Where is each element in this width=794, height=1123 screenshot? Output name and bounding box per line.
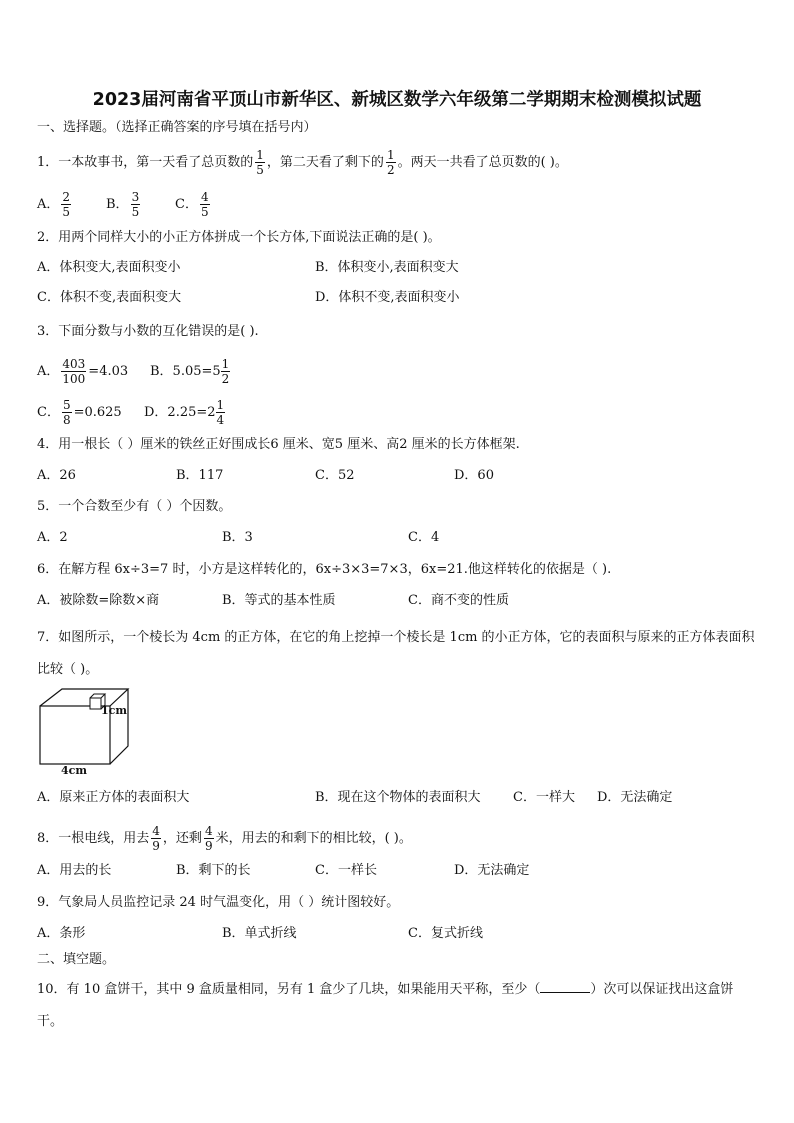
q9-option-a: A．条形 [37, 926, 86, 941]
section-heading-choice: 一、选择题。（选择正确答案的序号填在括号内） [37, 120, 317, 135]
q8-fraction-2: $\frac{4}{9}$ [204, 824, 213, 853]
q7-option-b: B．现在这个物体的表面积大 [315, 790, 481, 805]
q1-text-post: 。两天一共看了总页数的( )。 [397, 155, 568, 170]
q10-answer-blank[interactable] [540, 980, 590, 993]
page-title: 2023届河南省平顶山市新华区、新城区数学六年级第二学期期末检测模拟试题 [92, 90, 702, 110]
q10-text-pre: 10．有 10 盒饼干，其中 9 盒质量相同，另有 1 盒少了几块，如果能用天平称，至少（ [37, 982, 541, 997]
q3-option-a: A． $\frac{403}{100}$ =4.03 [37, 357, 129, 386]
q2-option-d: D．体积不变,表面积变小 [315, 290, 460, 305]
q5-option-b: B．3 [222, 530, 253, 545]
q1-fraction-1: $\frac{1}{5}$ [256, 148, 264, 177]
q1-text-pre: 1．一本故事书，第一天看了总页数的 [37, 155, 254, 170]
q6-option-a: A．被除数=除数×商 [37, 593, 160, 608]
q10-text-post: ）次可以保证找出这盒饼干。 [37, 982, 734, 1029]
q1-text-mid: ，第二天看了剩下的 [266, 155, 384, 170]
q1-option-b: B． $\frac{3}{5}$ [106, 190, 140, 219]
question-5-stem: 5．一个合数至少有（ ）个因数。 [37, 499, 232, 514]
q1-fraction-2: $\frac{1}{2}$ [386, 148, 395, 177]
big-cube-label: 4cm [61, 764, 87, 777]
small-cube-label: 1cm [101, 704, 127, 717]
question-8-stem [37, 824, 412, 853]
q7-option-c: C．一样大 [513, 790, 575, 805]
q4-option-c: C．52 [315, 468, 355, 483]
question-1-stem [37, 148, 568, 177]
q1-option-c: C． $\frac{4}{5}$ [175, 190, 209, 219]
cube-diagram [37, 686, 137, 778]
question-10-stem [37, 974, 759, 1038]
q4-option-a: A．26 [37, 468, 76, 483]
q1-option-a: A． $\frac{2}{5}$ [37, 190, 71, 219]
q5-option-a: A．2 [37, 530, 68, 545]
q3-option-b: B．5.05=5 $\frac{1}{2}$ [150, 357, 230, 386]
q2-option-c: C．体积不变,表面积变大 [37, 290, 182, 305]
q8-option-d: D．无法确定 [454, 863, 530, 878]
q2-option-a: A．体积变大,表面积变小 [37, 260, 181, 275]
question-2-stem: 2．用两个同样大小的小正方体拼成一个长方体,下面说法正确的是( )。 [37, 230, 441, 245]
q5-option-c: C．4 [408, 530, 440, 545]
question-4-stem: 4．用一根长（ ）厘米的铁丝正好围成长6 厘米、宽5 厘米、高2 厘米的长方体框架. [37, 437, 520, 452]
question-7-stem: 7．如图所示，一个棱长为 4cm 的正方体，在它的角上挖掉一个棱长是 1cm 的小正方体，它的表面积与原来的正方体表面积比较（ )。 [37, 630, 755, 677]
q8-option-a: A．用去的长 [37, 863, 112, 878]
q6-option-c: C．商不变的性质 [408, 593, 509, 608]
q4-option-b: B．117 [176, 468, 224, 483]
cube-figure [37, 686, 137, 778]
section-heading-fill: 二、填空题。 [37, 952, 116, 967]
question-6-stem: 6．在解方程 6x÷3=7 时，小方是这样转化的，6x÷3×3=7×3，6x=21.他这样转化的依据是（ ). [37, 562, 612, 577]
q7-option-d: D．无法确定 [597, 790, 673, 805]
q8-text-pre: 8．一根电线，用去 [37, 831, 150, 846]
q3-option-c: C． $\frac{5}{8}$ =0.625 [37, 398, 122, 427]
q9-option-c: C．复式折线 [408, 926, 483, 941]
q3-option-d: D．2.25=2 $\frac{1}{4}$ [144, 398, 225, 427]
q8-text-post: 米，用去的和剩下的相比较，( )。 [215, 831, 412, 846]
q8-text-mid: ，还剩 [162, 831, 202, 846]
question-3-stem: 3．下面分数与小数的互化错误的是( ). [37, 324, 259, 339]
q8-option-c: C．一样长 [315, 863, 377, 878]
q8-fraction-1: $\frac{4}{9}$ [152, 824, 160, 853]
q2-option-b: B．体积变小,表面积变大 [315, 260, 459, 275]
q6-option-b: B．等式的基本性质 [222, 593, 336, 608]
q9-option-b: B．单式折线 [222, 926, 297, 941]
q7-option-a: A．原来正方体的表面积大 [37, 790, 190, 805]
q8-option-b: B．剩下的长 [176, 863, 251, 878]
question-9-stem: 9．气象局人员监控记录 24 时气温变化，用（ ）统计图较好。 [37, 895, 400, 910]
q4-option-d: D．60 [454, 468, 494, 483]
